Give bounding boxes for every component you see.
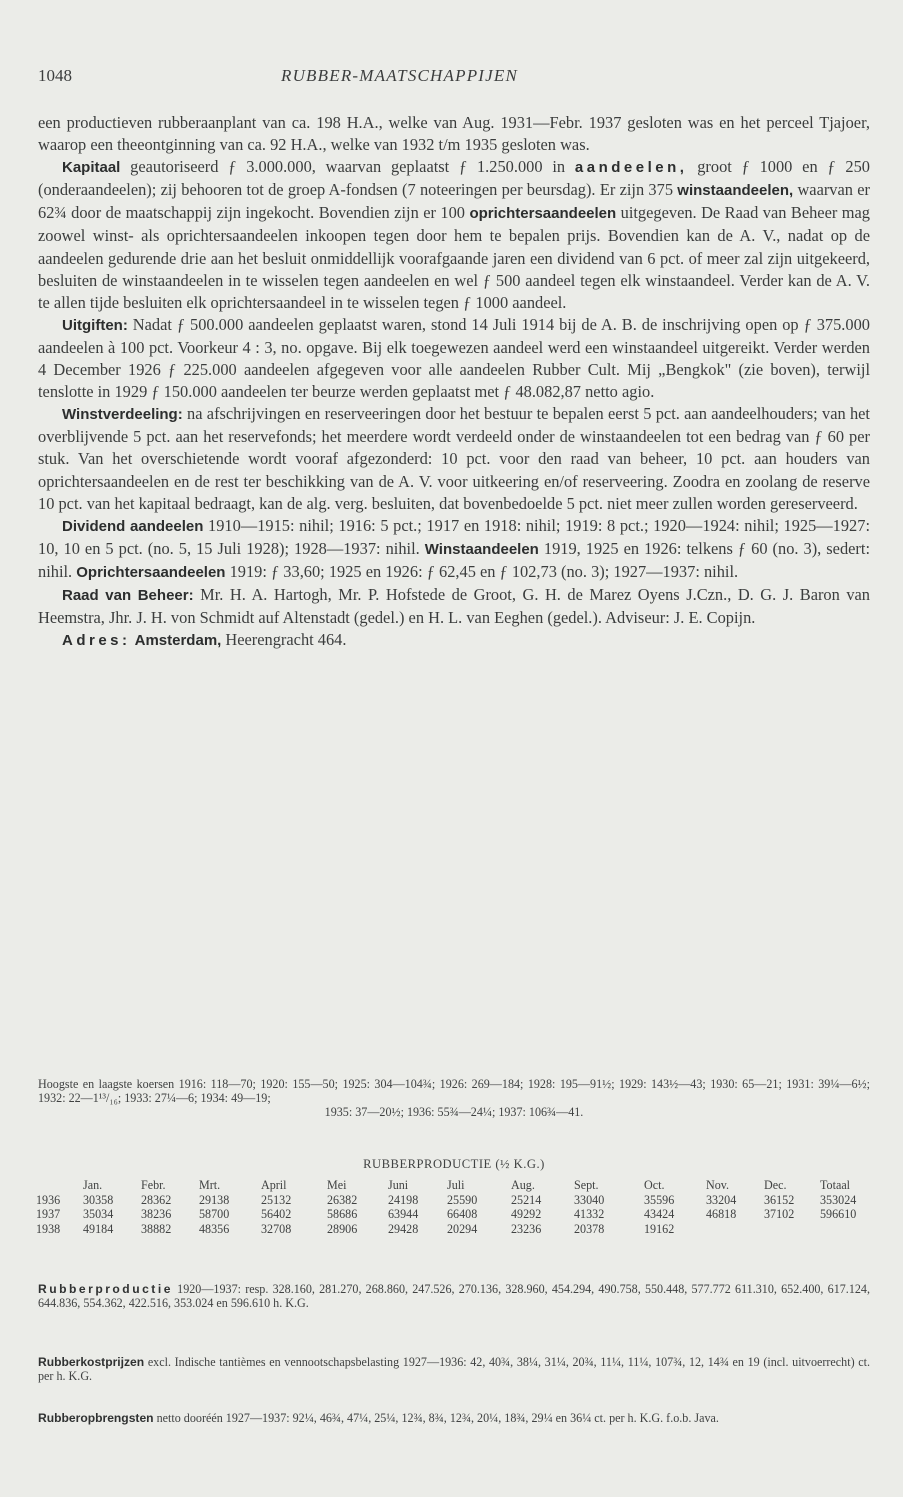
running-title: RUBBER-MAATSCHAPPIJEN [281,66,519,85]
column-header: Oct. [644,1178,665,1192]
production-title: RUBBERPRODUCTIE (½ K.G.) [363,1157,545,1171]
label-oprichters-dividend: Oprichtersaandeelen [76,563,226,581]
table-cell: 66408 [447,1207,478,1221]
running-header [38,66,868,88]
label-winst-dividend: Winstaandeelen [424,540,539,558]
table-cell: 41332 [574,1207,605,1221]
column-header: Mei [327,1178,347,1192]
production-table [36,1178,886,1236]
label-kapitaal: Kapitaal [62,159,121,177]
koersen-line-2: 1935: 37—20½; 1936: 55¾—24¼; 1937: 106¾—41. [324,1105,584,1119]
label-raad-van-beheer: Raad van Beheer: [62,586,194,604]
label-dividend: Dividend aandeelen [62,517,204,535]
column-header: Jan. [83,1178,103,1192]
label-opbrengsten: Rubberopbrengsten [38,1411,154,1425]
label-aandeelen: aandeelen, [574,159,688,177]
paragraph-winstverdeeling: Winstverdeeling: na afschrijvingen en reserveeringen door het bestuur te bepalen eerst 5 pct. aan aandeelhouders; van het overblijvende 5 pct. aan het reservefonds; het meerdere wordt verdeeld onder de winstaandeelen tot een bedrag van ƒ 60 per stuk. Van het overschietende wordt vooraf afgezonderd: 10 pct. voor den raad van beheer, 10 pct. aan houders van oprichtersaandeelen en de rest ter beschikking van de A. V. voor uitkeering en/of reserveering. Zoodra en zoolang de reserve 10 pct. van het kapitaal bedraagt, kan de alg. verg. besluiten, dat bovenbedoelde 5 pct. niet meer zullen worden gereserveerd. [38,404,870,513]
table-cell: 26382 [327,1192,358,1207]
table-cell: 25214 [511,1192,542,1207]
table-cell: 38236 [141,1207,172,1221]
paragraph-intro: een productieven rubberaanplant van ca. 198 H.A., welke van Aug. 1931—Febr. 1937 gesloten was en het perceel Tjajoer, waarop een theeontginning van ca. 92 H.A., welke van 1932 t/m 1935 gesloten was. [38,113,870,155]
table-cell: 30358 [83,1192,114,1207]
table-cell: 20294 [447,1221,478,1236]
label-uitgiften: Uitgiften: [62,316,128,334]
koersen-block [38,1077,870,1119]
table-cell: 19162 [644,1221,675,1236]
table-cell: 46818 [706,1207,737,1221]
column-header: Febr. [141,1178,166,1192]
paragraph-adres: Adres: Amsterdam, Heerengracht 464. [62,630,347,650]
column-header: Juni [388,1178,409,1192]
label-rubberproductie: Rubberproductie [38,1282,173,1296]
label-adres: Adres: [62,632,131,650]
label-winstverdeeling: Winstverdeeling: [62,406,183,424]
table-cell: 20378 [574,1221,605,1236]
column-header: Mrt. [199,1178,221,1192]
paragraph-kapitaal: Kapitaal geautoriseerd ƒ 3.000.000, waarvan geplaatst ƒ 1.250.000 in aandeelen, groot ƒ 1000 en ƒ 250 (onderaandeelen); zij behooren tot de groep A-fondsen (7 noteeringen per beursdag). Er zijn 375 winstaandeelen, waarvan er 62¾ door de maatschappij zijn ingekocht. Bovendien zijn er 100 oprichtersaandeelen uitgegeven. De Raad van Beheer mag zoowel winst- als oprichtersaandeelen inkoopen tegen door hem te bepalen prijs. Bovendien kan de A. V., nadat op de aandeelen gedurende drie aan het besluit onmiddellijk voorafgaande jaren een dividend van 6 pct. of meer zal zijn uitgekeerd, besluiten de winstaandeelen in te wisselen tegen aandeelen en wel ƒ 500 aandeel tegen elk winstaandeel. Verder kan de A. V. te allen tijde besluiten elk oprichtersaandeel in te wisselen tegen ƒ 1000 aandeel. [38,157,870,312]
table-cell [764,1222,820,1237]
label-oprichtersaandeelen: oprichtersaandeelen [469,205,617,223]
table-cell: 63944 [388,1207,419,1221]
table-cell: 58686 [327,1207,358,1221]
production-header-row [36,1178,886,1193]
table-cell-year: 1937 [36,1207,61,1221]
koersen-line: Hoogste en laagste koersen 1916: 118—70; 1920: 155—50; 1925: 304—104¾; 1926: 269—184; 1928: 195—91½; 1929: 143½—43; 1930: 65—21; 1931: 39¼—6½; 1932: 22—1¹³/₁₆; 1933: 27¼—6; 1934: 49—19; [38,1077,870,1105]
adres-city: Amsterdam, [134,632,222,650]
column-header-year [36,1178,83,1193]
table-cell: 28906 [327,1221,358,1236]
note-kostprijzen: Rubberkostprijzen excl. Indische tantièmes en vennootschapsbelasting 1927—1936: 42, 40¾, 38¼, 31¼, 20¾, 11¼, 11¼, 107¾, 12, 14¾ en 19 (incl. uitvoerrecht) ct. per h. K.G. [38,1355,870,1383]
table-cell [706,1222,764,1237]
column-header: Juli [447,1178,465,1192]
table-cell: 23236 [511,1221,542,1236]
table-cell: 43424 [644,1207,675,1221]
column-header: Sept. [574,1178,599,1192]
table-cell-year: 1938 [36,1221,61,1236]
table-cell: 28362 [141,1192,172,1207]
label-kostprijzen: Rubberkostprijzen [38,1355,145,1369]
table-cell: 49184 [83,1221,114,1236]
table-row [36,1207,886,1222]
column-header: April [261,1178,287,1192]
label-winstaandeelen: winstaandeelen, [677,182,794,200]
column-header: Aug. [511,1178,535,1192]
table-cell: 29138 [199,1192,230,1207]
table-cell: 596610 [820,1207,857,1221]
table-cell: 25132 [261,1192,292,1207]
table-cell: 49292 [511,1207,542,1221]
paragraph-raad-van-beheer: Raad van Beheer: Mr. H. A. Hartogh, Mr. P. Hofstede de Groot, G. H. de Marez Oyens J.Czn., D. G. J. Baron van Heemstra, Jhr. J. H. von Schmidt auf Altenstadt (gedel.) en H. L. van Eeghen (gedel.). Adviseur: J. E. Copijn. [38,584,871,628]
table-cell [820,1222,886,1237]
table-cell: 48356 [199,1221,230,1236]
table-cell: 38882 [141,1221,172,1236]
column-header: Nov. [706,1178,730,1192]
table-cell: 32708 [261,1221,292,1236]
table-cell: 56402 [261,1207,292,1221]
paragraph-uitgiften: Uitgiften: Nadat ƒ 500.000 aandeelen geplaatst waren, stond 14 Juli 1914 bij de A. B. de inschrijving open op ƒ 375.000 aandeelen à 100 pct. Voorkeur 4 : 3, no. opgave. Bij elk toegewezen aandeel werd een winstaandeel uitgereikt. Verder werden 4 December 1926 ƒ 225.000 aandeelen afgegeven voor alle aandeelen Rubber Cult. Mij „Bengkok" (zie boven), terwijl tenslotte in 1929 ƒ 150.000 aandeelen ter beurze werden geplaatst met ƒ 48.082,87 netto agio. [38,314,870,402]
main-text [38,112,870,652]
table-row [36,1222,886,1237]
table-cell: 24198 [388,1192,419,1207]
table-cell: 29428 [388,1221,419,1236]
table-cell: 35034 [83,1207,114,1221]
page-number: 1048 [38,66,72,85]
paragraph-dividend: Dividend aandeelen 1910—1915: nihil; 1916: 5 pct.; 1917 en 1918: nihil; 1919: 8 pct.; 1920—1924: nihil; 1925—1927: 10, 10 en 5 pct. (no. 5, 15 Juli 1928); 1928—1937: nihil. Winstaandeelen 1919, 1925 en 1926: telkens ƒ 60 (no. 3), sedert: nihil. Oprichtersaandeelen 1919: ƒ 33,60; 1925 en 1926: ƒ 62,45 en ƒ 102,73 (no. 3); 1927—1937: nihil. [38,515,871,581]
note-rubberproductie: Rubberproductie 1920—1937: resp. 328.160, 281.270, 268.860, 247.526, 270.136, 328.960, 454.294, 490.758, 550.448, 577.772 611.310, 652.400, 617.124, 644.836, 554.362, 422.516, 353.024 en 596.610 h. K.G. [38,1282,870,1310]
column-header: Dec. [764,1178,787,1192]
table-cell: 58700 [199,1207,230,1221]
table-cell: 35596 [644,1192,675,1207]
table-cell: 353024 [820,1192,857,1207]
table-cell: 33040 [574,1192,605,1207]
table-row [36,1193,886,1208]
table-cell: 36152 [764,1192,795,1207]
table-cell: 33204 [706,1192,737,1207]
table-cell-year: 1936 [36,1192,61,1207]
table-cell: 25590 [447,1192,478,1207]
table-cell: 37102 [764,1207,795,1221]
note-opbrengsten: Rubberopbrengsten netto dooréén 1927—1937: 92¼, 46¾, 47¼, 25¼, 12¾, 8¾, 12¾, 20¼, 18¾, 29¼ en 36¼ ct. per h. K.G. f.o.b. Java. [38,1411,719,1425]
column-header: Totaal [820,1178,851,1192]
